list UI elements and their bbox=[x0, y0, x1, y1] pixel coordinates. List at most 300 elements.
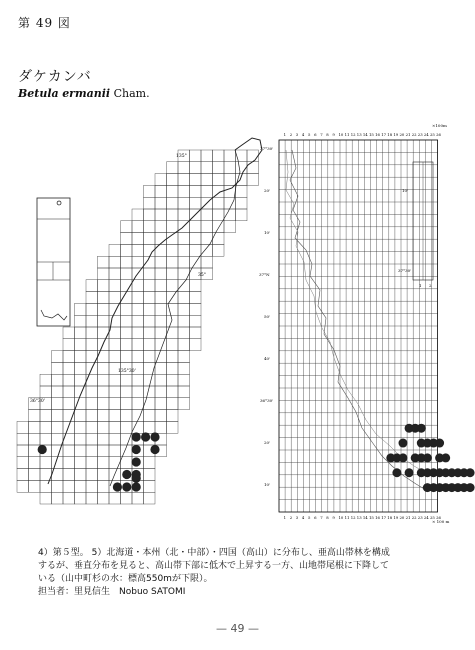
grid-cell bbox=[52, 480, 64, 492]
x-tick-label-bottom: 12 bbox=[350, 515, 356, 520]
x-tick-label-top: 25 bbox=[430, 132, 435, 137]
x-tick-label-bottom: 13 bbox=[356, 515, 362, 520]
grid-cell bbox=[29, 410, 41, 422]
grid-cell bbox=[132, 292, 144, 304]
x-tick-label-bottom: 4 bbox=[301, 515, 305, 520]
occurrence-dot bbox=[38, 445, 47, 454]
coastline-inner bbox=[168, 150, 240, 304]
grid-cell bbox=[132, 280, 144, 292]
grid-cell bbox=[40, 480, 52, 492]
grid-cell bbox=[75, 421, 87, 433]
map-label: 35° bbox=[198, 273, 206, 278]
grid-cell bbox=[121, 233, 133, 245]
elevation-occurrence-dots bbox=[386, 424, 474, 492]
grid-cell bbox=[86, 445, 98, 457]
grid-cell bbox=[98, 410, 110, 422]
x-tick-label-bottom: 5 bbox=[308, 515, 311, 520]
grid-cell bbox=[75, 492, 87, 504]
species-japanese-name: ダケカンバ bbox=[18, 69, 92, 85]
grid-cell bbox=[98, 480, 110, 492]
grid-cell bbox=[167, 315, 179, 327]
map-label: 135° bbox=[176, 154, 187, 159]
grid-cell bbox=[167, 268, 179, 280]
grid-cell bbox=[52, 421, 64, 433]
occurrence-dot bbox=[150, 445, 159, 454]
grid-cell bbox=[109, 398, 121, 410]
grid-cell bbox=[201, 209, 213, 221]
grid-cell bbox=[213, 244, 225, 256]
grid-cell bbox=[213, 209, 225, 221]
grid-cell bbox=[121, 374, 133, 386]
grid-cell bbox=[121, 433, 133, 445]
grid-cell bbox=[86, 421, 98, 433]
x-tick-label-top: 10 bbox=[338, 132, 344, 137]
grid-cell bbox=[213, 221, 225, 233]
grid-cell bbox=[98, 362, 110, 374]
grid-cell bbox=[201, 174, 213, 186]
grid-cell bbox=[75, 374, 87, 386]
grid-cell bbox=[52, 433, 64, 445]
grid-cell bbox=[98, 256, 110, 268]
grid-cell bbox=[75, 339, 87, 351]
x-tick-label-bottom: 21 bbox=[405, 515, 411, 520]
elevation-dot bbox=[466, 468, 475, 477]
grid-cell bbox=[132, 303, 144, 315]
elevation-dot bbox=[423, 453, 432, 462]
grid-cell bbox=[224, 162, 236, 174]
grid-cell bbox=[190, 162, 202, 174]
grid-cell bbox=[167, 410, 179, 422]
x-tick-label-top: 7 bbox=[320, 132, 323, 137]
grid-cell bbox=[201, 162, 213, 174]
grid-cell bbox=[121, 386, 133, 398]
grid-cell bbox=[144, 362, 156, 374]
lat-label: 37°N bbox=[259, 272, 270, 277]
x-tick-label-top: 16 bbox=[375, 132, 380, 137]
x-tick-label-bottom: 17 bbox=[381, 515, 387, 520]
grid-cell bbox=[190, 150, 202, 162]
grid-cell bbox=[52, 374, 64, 386]
x-tick-label-bottom: 18 bbox=[387, 515, 393, 520]
grid-cell bbox=[109, 268, 121, 280]
grid-cell bbox=[52, 386, 64, 398]
occurrence-dot bbox=[150, 432, 159, 441]
grid-cell bbox=[40, 421, 52, 433]
grid-cell bbox=[167, 244, 179, 256]
lat-label: 10' bbox=[264, 482, 271, 487]
grid-cell bbox=[109, 445, 121, 457]
caption bbox=[38, 547, 438, 599]
grid-cell bbox=[52, 398, 64, 410]
grid-cell bbox=[247, 162, 259, 174]
inset-tick: 1 bbox=[419, 283, 422, 288]
grid-cell bbox=[190, 292, 202, 304]
grid-cell bbox=[213, 150, 225, 162]
grid-cell bbox=[121, 221, 133, 233]
grid-cell bbox=[121, 315, 133, 327]
grid-cell bbox=[155, 303, 167, 315]
grid-cell bbox=[29, 421, 41, 433]
x-tick-label-bottom: 11 bbox=[344, 515, 350, 520]
grid-cell bbox=[86, 469, 98, 481]
x-tick-label-bottom: 15 bbox=[369, 515, 374, 520]
grid-cell bbox=[121, 339, 133, 351]
grid-cell bbox=[109, 433, 121, 445]
x-tick-label-top: 19 bbox=[393, 132, 399, 137]
grid-cell bbox=[86, 492, 98, 504]
grid-cell bbox=[144, 221, 156, 233]
elevation-dot bbox=[466, 483, 475, 492]
inset-lat-label: 10' bbox=[402, 188, 409, 193]
grid-cell bbox=[178, 280, 190, 292]
grid-cell bbox=[86, 457, 98, 469]
occurrence-dot bbox=[132, 445, 141, 454]
x-tick-label-bottom: 23 bbox=[417, 515, 423, 520]
grid-cell bbox=[98, 421, 110, 433]
grid-cell bbox=[17, 480, 29, 492]
elevation-dot bbox=[399, 439, 408, 448]
x-tick-label-bottom: 16 bbox=[375, 515, 380, 520]
inset-lat-label: 37°30' bbox=[398, 268, 412, 273]
figure-number: 第 49 図 bbox=[18, 16, 71, 30]
x-ticks-top bbox=[284, 132, 442, 137]
x-tick-label-top: 3 bbox=[295, 132, 299, 137]
grid-cell bbox=[190, 233, 202, 245]
grid-cell bbox=[86, 433, 98, 445]
grid-cell bbox=[29, 433, 41, 445]
grid-cell bbox=[40, 492, 52, 504]
occurrence-dot bbox=[122, 470, 131, 479]
lat-label: 20' bbox=[264, 440, 271, 445]
lat-label: 10' bbox=[264, 230, 271, 235]
grid-cell bbox=[52, 362, 64, 374]
grid-cell bbox=[63, 386, 75, 398]
grid-cell bbox=[167, 398, 179, 410]
grid-cell bbox=[201, 256, 213, 268]
grid-cell bbox=[29, 480, 41, 492]
grid-cell bbox=[155, 256, 167, 268]
grid-cell bbox=[63, 480, 75, 492]
x-tick-label-top: 22 bbox=[411, 132, 417, 137]
grid-cell bbox=[178, 292, 190, 304]
grid-cell bbox=[190, 303, 202, 315]
grid-cell bbox=[144, 315, 156, 327]
grid-cell bbox=[121, 398, 133, 410]
grid-cell bbox=[247, 150, 259, 162]
grid-cell bbox=[75, 303, 87, 315]
grid-cell bbox=[63, 327, 75, 339]
x-tick-label-top: 8 bbox=[326, 132, 329, 137]
grid-cell bbox=[75, 362, 87, 374]
grid-cell bbox=[132, 315, 144, 327]
grid-cell bbox=[190, 339, 202, 351]
x-tick-label-bottom: 20 bbox=[399, 515, 405, 520]
grid-cell bbox=[109, 244, 121, 256]
grid-cell bbox=[75, 398, 87, 410]
grid-cell bbox=[132, 209, 144, 221]
grid-cell bbox=[167, 221, 179, 233]
grid-cell bbox=[178, 209, 190, 221]
grid-cell bbox=[144, 457, 156, 469]
grid-cell bbox=[121, 492, 133, 504]
grid-cell bbox=[167, 256, 179, 268]
grid-cell bbox=[224, 150, 236, 162]
grid-cell bbox=[75, 469, 87, 481]
page-number: — 49 — bbox=[216, 622, 259, 635]
grid-cell bbox=[86, 280, 98, 292]
elevation-profile bbox=[290, 150, 426, 490]
grid-cell bbox=[178, 162, 190, 174]
grid-cell bbox=[52, 410, 64, 422]
grid-cell bbox=[178, 185, 190, 197]
grid-cell bbox=[109, 339, 121, 351]
x-tick-label-bottom: 25 bbox=[430, 515, 435, 520]
grid-cell bbox=[167, 374, 179, 386]
x-tick-label-top: 26 bbox=[436, 132, 441, 137]
grid-cell bbox=[155, 410, 167, 422]
grid-cell bbox=[155, 185, 167, 197]
distribution-map bbox=[17, 138, 262, 504]
x-tick-label-bottom: 9 bbox=[332, 515, 335, 520]
x-tick-label-top: 9 bbox=[332, 132, 335, 137]
grid-cell bbox=[178, 244, 190, 256]
grid-cell bbox=[144, 268, 156, 280]
grid-cell bbox=[98, 292, 110, 304]
grid-cell bbox=[201, 185, 213, 197]
grid-cell bbox=[75, 480, 87, 492]
epithet: ermanii bbox=[62, 87, 111, 100]
grid-cell bbox=[224, 221, 236, 233]
x-ticks-bottom bbox=[284, 515, 442, 520]
grid-cell bbox=[86, 480, 98, 492]
grid-cell bbox=[75, 351, 87, 363]
grid-cell bbox=[63, 374, 75, 386]
grid-cell bbox=[190, 221, 202, 233]
grid-cell bbox=[167, 327, 179, 339]
x-tick-label-bottom: 19 bbox=[393, 515, 399, 520]
x-tick-label-top: 13 bbox=[356, 132, 362, 137]
prefecture-boundary bbox=[110, 304, 172, 486]
grid-cell bbox=[144, 327, 156, 339]
grid-cell bbox=[155, 398, 167, 410]
grid-cell bbox=[224, 209, 236, 221]
grid-cell bbox=[224, 197, 236, 209]
grid-cell bbox=[86, 292, 98, 304]
grid-cell bbox=[178, 256, 190, 268]
grid-cell bbox=[190, 256, 202, 268]
grid-cell bbox=[86, 303, 98, 315]
grid-cell bbox=[167, 339, 179, 351]
grid-cell bbox=[40, 410, 52, 422]
grid-cell bbox=[63, 492, 75, 504]
occurrence-dot bbox=[141, 432, 150, 441]
grid-cell bbox=[144, 339, 156, 351]
grid-cell bbox=[144, 374, 156, 386]
x-unit-bottom: × 100 m bbox=[432, 519, 450, 524]
x-tick-label-top: 12 bbox=[350, 132, 356, 137]
grid-cell bbox=[98, 386, 110, 398]
x-tick-label-top: 18 bbox=[387, 132, 393, 137]
grid-cell bbox=[121, 268, 133, 280]
x-tick-label-top: 5 bbox=[308, 132, 311, 137]
grid-cell bbox=[121, 351, 133, 363]
grid-cell bbox=[52, 351, 64, 363]
grid-cell bbox=[132, 221, 144, 233]
grid-cell bbox=[178, 362, 190, 374]
grid-cell bbox=[213, 174, 225, 186]
grid-cell bbox=[201, 221, 213, 233]
grid-cell bbox=[178, 315, 190, 327]
grid-cell bbox=[167, 174, 179, 186]
grid-cell bbox=[167, 209, 179, 221]
x-tick-label-top: 2 bbox=[289, 132, 293, 137]
occurrence-dot bbox=[132, 482, 141, 491]
x-tick-label-top: 20 bbox=[399, 132, 405, 137]
caption-author: 担当者：里見信生 Nobuo SATOMI bbox=[38, 587, 186, 597]
x-tick-label-bottom: 1 bbox=[283, 515, 287, 520]
grid-cell bbox=[40, 433, 52, 445]
grid-cell bbox=[98, 315, 110, 327]
grid-cell bbox=[155, 174, 167, 186]
grid-cell bbox=[86, 374, 98, 386]
grid-cell bbox=[190, 197, 202, 209]
grid-cell bbox=[213, 162, 225, 174]
grid-cell bbox=[167, 362, 179, 374]
grid-cell bbox=[52, 492, 64, 504]
grid-cell bbox=[121, 410, 133, 422]
grid-cell bbox=[155, 339, 167, 351]
grid-cell bbox=[121, 303, 133, 315]
grid-cell bbox=[155, 268, 167, 280]
grid-cell bbox=[132, 492, 144, 504]
grid-cell bbox=[98, 398, 110, 410]
grid-cell bbox=[167, 162, 179, 174]
x-tick-label-top: 24 bbox=[423, 132, 429, 137]
grid-cell bbox=[63, 433, 75, 445]
grid-cell bbox=[86, 386, 98, 398]
grid-cell bbox=[155, 292, 167, 304]
grid-cell bbox=[109, 280, 121, 292]
occurrence-dot bbox=[132, 432, 141, 441]
grid-cell bbox=[155, 221, 167, 233]
grid-cell bbox=[178, 174, 190, 186]
grid-cell bbox=[17, 457, 29, 469]
lat-label: 50' bbox=[264, 314, 271, 319]
inset-coast bbox=[41, 310, 67, 320]
grid-cell bbox=[132, 233, 144, 245]
occurrence-dot bbox=[122, 482, 131, 491]
grid-cell bbox=[109, 492, 121, 504]
grid-cell bbox=[247, 174, 259, 186]
grid-cell bbox=[109, 457, 121, 469]
grid-cell bbox=[121, 457, 133, 469]
grid-cell bbox=[144, 197, 156, 209]
grid-cell bbox=[98, 374, 110, 386]
grid-cell bbox=[155, 374, 167, 386]
grid-cell bbox=[40, 386, 52, 398]
grid-cell bbox=[63, 351, 75, 363]
grid-cell bbox=[63, 398, 75, 410]
grid-cell bbox=[178, 303, 190, 315]
x-tick-label-top: 14 bbox=[362, 132, 368, 137]
grid-cell bbox=[144, 410, 156, 422]
grid-cell bbox=[236, 185, 248, 197]
grid-cell bbox=[63, 339, 75, 351]
grid-cell bbox=[98, 327, 110, 339]
grid-cell bbox=[121, 292, 133, 304]
grid-cell bbox=[213, 197, 225, 209]
grid-cell bbox=[109, 327, 121, 339]
x-tick-label-top: 23 bbox=[417, 132, 423, 137]
grid-cell bbox=[86, 410, 98, 422]
grid-cell bbox=[155, 386, 167, 398]
grid-cell bbox=[109, 351, 121, 363]
grid-cell bbox=[236, 162, 248, 174]
grid-cell bbox=[190, 185, 202, 197]
grid-cell bbox=[144, 209, 156, 221]
grid-cell bbox=[178, 386, 190, 398]
grid-cell bbox=[40, 457, 52, 469]
grid-cell bbox=[109, 256, 121, 268]
grid-cell bbox=[98, 268, 110, 280]
grid-cell bbox=[121, 421, 133, 433]
x-unit-top: ×100m bbox=[432, 123, 447, 128]
grid-cell bbox=[17, 445, 29, 457]
grid-cell bbox=[132, 244, 144, 256]
x-tick-label-top: 6 bbox=[314, 132, 317, 137]
grid-cell bbox=[109, 410, 121, 422]
grid-cell bbox=[132, 386, 144, 398]
grid-cell bbox=[75, 410, 87, 422]
grid-cell bbox=[144, 233, 156, 245]
x-tick-label-bottom: 14 bbox=[362, 515, 368, 520]
grid-cell bbox=[109, 421, 121, 433]
x-tick-label-top: 11 bbox=[344, 132, 350, 137]
grid-cell bbox=[132, 374, 144, 386]
grid-cell bbox=[63, 457, 75, 469]
elevation-dot bbox=[417, 424, 426, 433]
grid-cell bbox=[144, 351, 156, 363]
grid-cell bbox=[190, 280, 202, 292]
grid-cell bbox=[75, 327, 87, 339]
x-tick-label-bottom: 7 bbox=[320, 515, 323, 520]
occurrence-dot bbox=[113, 482, 122, 491]
grid-cell bbox=[29, 469, 41, 481]
grid-cell bbox=[98, 469, 110, 481]
grid-cell bbox=[144, 421, 156, 433]
map-label: 135°30' bbox=[118, 369, 136, 374]
grid-cell bbox=[132, 339, 144, 351]
grid-cell bbox=[144, 303, 156, 315]
grid-cell bbox=[155, 315, 167, 327]
x-tick-label-bottom: 8 bbox=[326, 515, 329, 520]
grid-cell bbox=[75, 445, 87, 457]
grid-cell bbox=[63, 469, 75, 481]
grid-cell bbox=[236, 150, 248, 162]
grid-cell bbox=[178, 339, 190, 351]
inset-island bbox=[57, 201, 61, 205]
grid-cell bbox=[144, 398, 156, 410]
grid-cell bbox=[29, 457, 41, 469]
grid-cell bbox=[109, 374, 121, 386]
grid-cell bbox=[121, 244, 133, 256]
grid-cell bbox=[201, 244, 213, 256]
lat-label: 40' bbox=[264, 356, 271, 361]
grid-cell bbox=[17, 469, 29, 481]
caption-line: いる（山中町杉の水：標高550mが下限）。 bbox=[38, 574, 213, 584]
elevation-dot bbox=[392, 468, 401, 477]
grid-cell bbox=[109, 386, 121, 398]
